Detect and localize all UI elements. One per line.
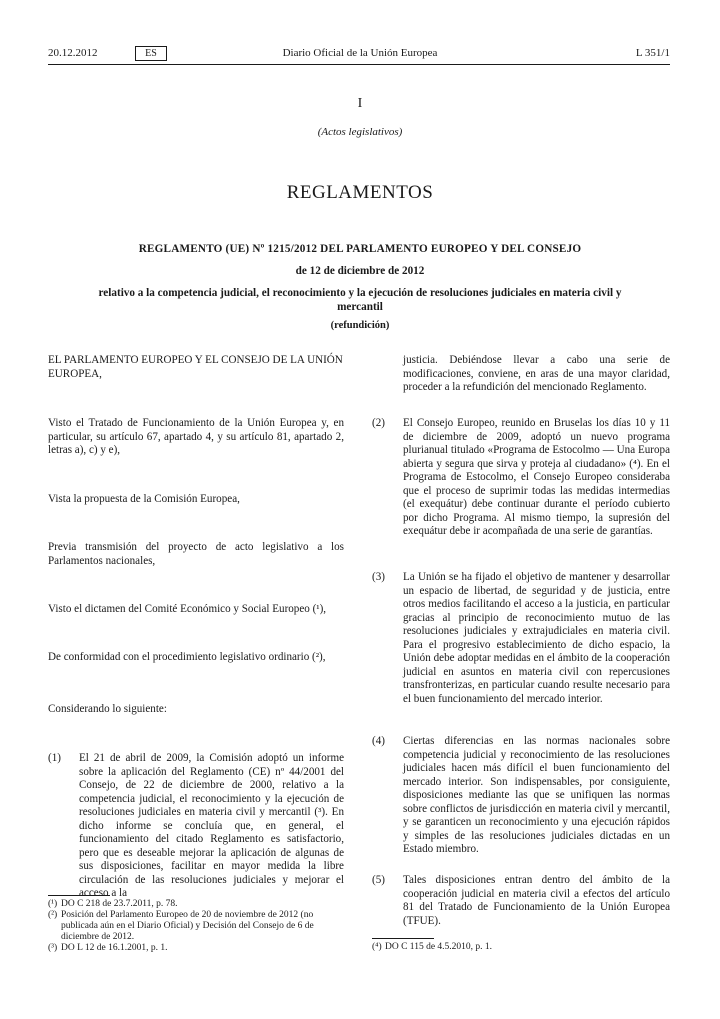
regulation-subject: relativo a la competencia judicial, el reconocimiento y la ejecución de resoluciones judiciales en materia civil y mercantil [98, 287, 622, 313]
footnote-divider [48, 895, 110, 896]
considering-intro: Considerando lo siguiente: [48, 703, 167, 715]
citation-treaty: Visto el Tratado de Funcionamiento de la Unión Europea y, en particular, su artículo 67, apartado 4, y su artículo 81, apartado 2, letras a), c) y e), [48, 417, 344, 456]
recital-2 [372, 417, 670, 539]
publication-date: 20.12.2012 [48, 47, 98, 59]
footnote-number: (¹) [48, 899, 58, 909]
footnote-number: (²) [48, 910, 58, 920]
recital-text: El Consejo Europeo, reunido en Bruselas los días 10 y 11 de diciembre de 2009, adoptó un nuevo programa plurianual titulado «Programa de Estocolmo — Una Europa abierta y segura que sirva y proteja al ciudadano» (⁴). En el Programa de Estocolmo, el Consejo Europeo consideraba que el proceso de suprimir todas las medidas intermedias (el exequátur) debe continuar durante el período cubierto por dicho Programa. Al mismo tiempo, la supresión del exequátur debe ir acompañada de una serie de garantías. [403, 417, 670, 537]
footnote-text: DO C 115 de 4.5.2010, p. 1. [385, 942, 493, 952]
citation-proposal: Vista la propuesta de la Comisión Europea, [48, 493, 240, 505]
recital-number: (1) [48, 752, 61, 764]
recital-text: Ciertas diferencias en las normas nacionales sobre competencia judicial y reconocimiento de las resoluciones judiciales hacen más difícil el buen funcionamiento del mercado interior. Son indispensables, por consiguiente, disposiciones mediante las que se unifiquen las normas sobre conflictos de jurisdicción en materia civil y mercantil, y se garanticen un reconocimiento y una ejecución rápidos y simples de las resoluciones judiciales dictadas en un Estado miembro. [403, 735, 670, 855]
regulation-title: REGLAMENTO (UE) Nº 1215/2012 DEL PARLAMENTO EUROPEO Y DEL CONSEJO [138, 243, 582, 255]
recital-text: justicia. Debiéndose llevar a cabo una serie de modificaciones, conviene, en aras de una mayor claridad, proceder a la refundición del mencionado Reglamento. [403, 354, 670, 393]
footnote-text: Posición del Parlamento Europeo de 20 de noviembre de 2012 (no publicada aún en el Diario Oficial) y Decisión del Consejo de 6 de diciembre de 2012. [61, 910, 314, 942]
part-number: I [357, 96, 363, 111]
preamble: EL PARLAMENTO EUROPEO Y EL CONSEJO DE LA UNIÓN EUROPEA, [48, 354, 343, 380]
regulation-date: de 12 de diciembre de 2012 [295, 265, 425, 277]
recital-1-continued [372, 354, 670, 395]
recital-number: (3) [372, 571, 385, 583]
recital-1 [48, 752, 344, 901]
footnote-number: (³) [48, 943, 58, 953]
part-subtitle: (Actos legislativos) [317, 126, 403, 138]
citation-procedure: De conformidad con el procedimiento legislativo ordinario (²), [48, 651, 326, 663]
footnote-4 [372, 942, 670, 953]
footnote-divider [372, 938, 434, 939]
recast-label: (refundición) [330, 320, 390, 331]
page-reference: L 351/1 [635, 47, 670, 59]
footnote-2 [48, 910, 344, 943]
footnote-3 [48, 943, 344, 954]
recital-number: (2) [372, 417, 385, 429]
recital-number: (5) [372, 874, 385, 886]
act-type-heading: REGLAMENTOS [286, 182, 434, 203]
footnote-1 [48, 899, 344, 910]
recital-5 [372, 874, 670, 928]
header-divider [48, 64, 670, 65]
recital-number: (4) [372, 735, 385, 747]
citation-eesc: Visto el dictamen del Comité Económico y Social Europeo (¹), [48, 603, 327, 615]
recital-text: El 21 de abril de 2009, la Comisión adoptó un informe sobre la aplicación del Reglamento (CE) nº 44/2001 del Consejo, de 22 de diciembre de 2000, relativo a la competencia judicial, el reconocimiento y la ejecución de resoluciones judiciales en materia civil y mercantil (³). En dicho informe se concluía que, en general, el funcionamiento del citado Reglamento es satisfactorio, pero que es deseable mejorar la aplicación de algunas de sus disposiciones, facilitar en mayor medida la libre circulación de las resoluciones judiciales y mejorar el acceso a la [79, 752, 344, 899]
language-badge: ES [135, 46, 167, 61]
footnote-text: DO L 12 de 16.1.2001, p. 1. [61, 943, 168, 953]
footnote-number: (⁴) [372, 942, 382, 952]
footnote-text: DO C 218 de 23.7.2011, p. 78. [61, 899, 178, 909]
recital-4 [372, 735, 670, 857]
journal-name: Diario Oficial de la Unión Europea [282, 47, 438, 59]
recital-text: La Unión se ha fijado el objetivo de mantener y desarrollar un espacio de libertad, de seguridad y de justicia, entre otros medios facilitando el acceso a la justicia, en particular gracias al principio de reconocimiento mutuo de las resoluciones judiciales y extrajudiciales en materia civil. Para el progresivo establecimiento de dicho espacio, la Unión debe adoptar medidas en el ámbito de la cooperación judicial en asuntos en materia civil con repercusiones transfronterizas, en particular cuando resulte necesario para el buen funcionamiento del mercado interior. [403, 571, 670, 705]
recital-text: Tales disposiciones entran dentro del ámbito de la cooperación judicial en materia civil a efectos del artículo 81 del Tratado de Funcionamiento de la Unión Europea (TFUE). [403, 874, 670, 927]
recital-3 [372, 571, 670, 706]
citation-parliaments: Previa transmisión del proyecto de acto legislativo a los Parlamentos nacionales, [48, 541, 344, 567]
